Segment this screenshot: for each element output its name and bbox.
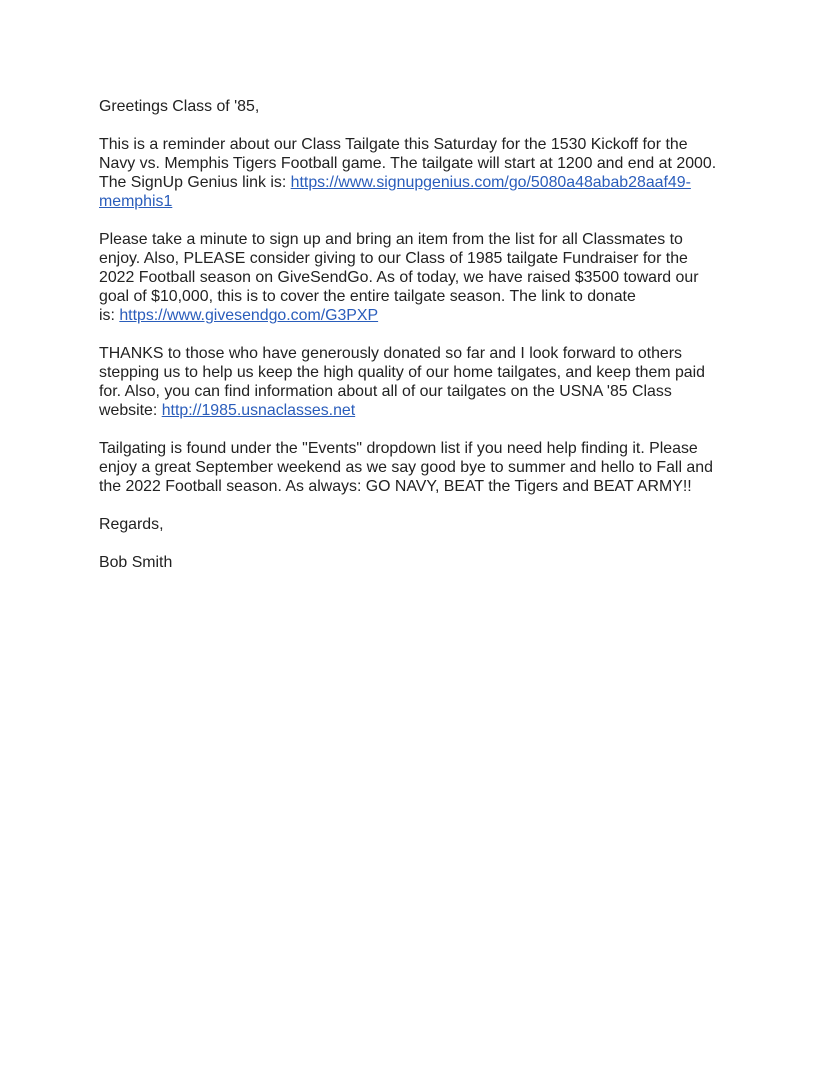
closing [99,515,759,534]
signature-name: Bob Smith [99,554,173,571]
text-line: goal of $10,000, this is to cover the entire tailgate season. The link to donate [99,288,636,305]
text-line: This is a reminder about our Class Tailgate this Saturday for the 1530 Kickoff for the [99,136,688,153]
paragraph-tailgate-reminder [99,135,759,211]
class-website-link[interactable]: http://1985.usnaclasses.net [161,402,356,419]
letter-body [99,97,759,591]
text-line [99,401,759,420]
paragraph-events [99,439,759,496]
text-line: enjoy a great September weekend as we say good bye to summer and hello to Fall and [99,459,713,476]
greeting-line: Greetings Class of '85, [99,98,260,115]
text-line [99,173,759,192]
paragraph-fundraiser [99,230,759,325]
signup-label: The SignUp Genius link is: [99,174,291,191]
text-line: THANKS to those who have generously donated so far and I look forward to others [99,345,682,362]
text-line: the 2022 Football season. As always: GO NAVY, BEAT the Tigers and BEAT ARMY!! [99,478,692,495]
paragraph-thanks [99,344,759,420]
signup-genius-link[interactable]: https://www.signupgenius.com/go/5080a48abab28aaf49- [290,174,691,191]
greeting [99,97,759,116]
text-line: Navy vs. Memphis Tigers Football game. The tailgate will start at 1200 and end at 2000. [99,155,717,172]
text-line: for. Also, you can find information about all of our tailgates on the USNA '85 Class [99,383,672,400]
donate-label: is: [99,307,120,324]
text-line: Please take a minute to sign up and bring an item from the list for all Classmates to [99,231,683,248]
signature [99,553,759,572]
signup-genius-link-continued[interactable]: memphis1 [99,193,173,210]
website-label: website: [99,402,162,419]
text-line: enjoy. Also, PLEASE consider giving to our Class of 1985 tailgate Fundraiser for the [99,250,688,267]
text-line: Tailgating is found under the "Events" dropdown list if you need help finding it. Please [99,440,698,457]
text-line: stepping us to help us keep the high quality of our home tailgates, and keep them paid [99,364,706,381]
closing-line: Regards, [99,516,164,533]
text-line [99,306,759,325]
givesendgo-link[interactable]: https://www.givesendgo.com/G3PXP [119,307,379,324]
text-line: 2022 Football season on GiveSendGo. As of today, we have raised $3500 toward our [99,269,699,286]
text-line [99,192,759,211]
